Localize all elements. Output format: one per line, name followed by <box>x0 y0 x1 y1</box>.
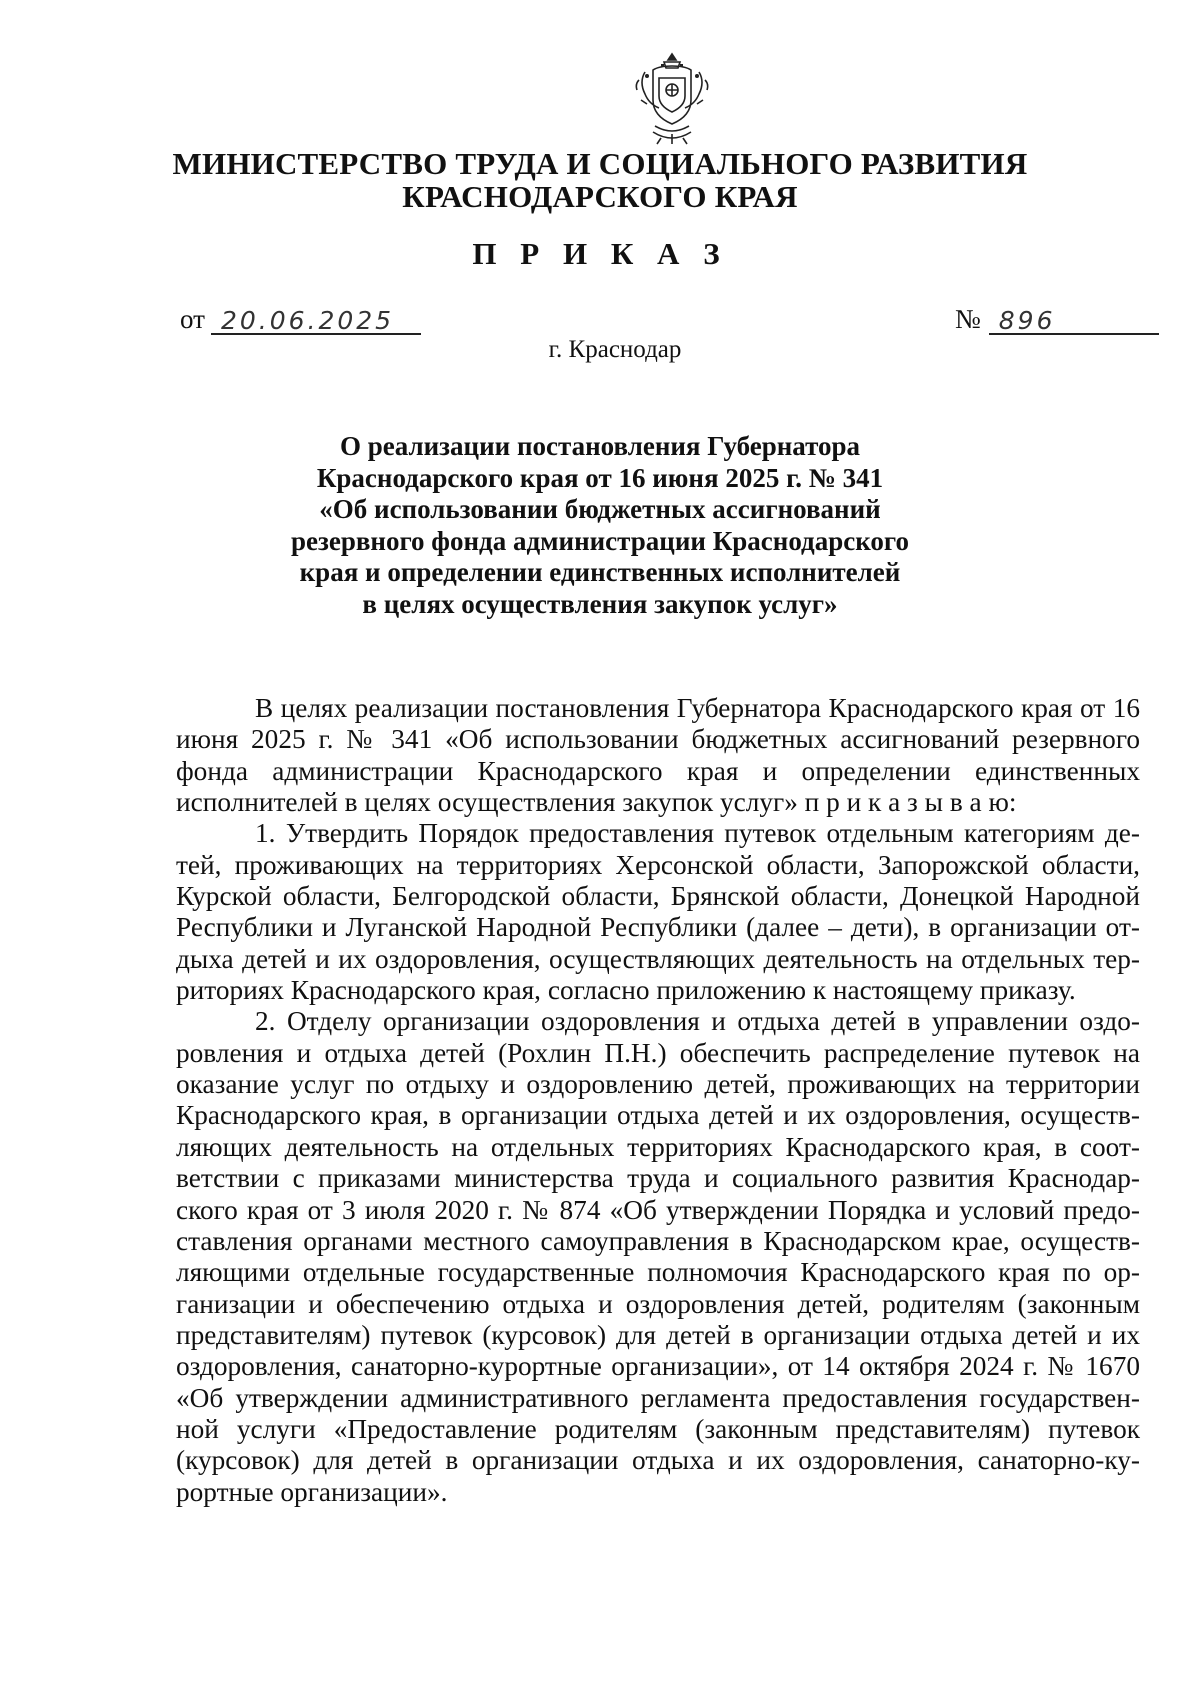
subject-line: Краснодарского края от 16 июня 2025 г. № 341 <box>316 462 884 493</box>
city-name: г. Краснодар <box>548 336 682 363</box>
order-subject <box>0 431 1200 620</box>
subject-line: О реализации постановления Губернатора <box>339 431 861 461</box>
subject-line: в целях осуществления закупок услуг» <box>362 588 838 619</box>
body-paragraph-item-2: 2. Отделу организации оздоровления и отдыха детей в управлении оздоровления и отдыха детей (Рохлин П.Н.) обеспечить распределение путевок на оказание услуг по отдыху и оздоровлению детей, проживающих на территории Краснодарского края, в организации отдыха детей и их оздоровления, осуществляющих деятельность на отдельных территориях Краснодарского края, в соответствии с приказами министерства труда и социального развития Краснодарского края от 3 июля 2020 г. № 874 «Об утверждении Порядка и условий предоставления органами местного самоуправления в Краснодарском крае, осуществляющими отдельные государственные полномочия Краснодарского края по организации и обеспечению отдыха и оздоровления детей, родителям (законным представителям) путевок (курсовок) для детей в организации отдыха детей и их оздоровления, санаторно-курортные организации», от 14 октября 2024 г. № 1670 «Об утверждении административного регламента предоставления государственной услуги «Предоставление родителям (законным представителям) путевок (курсовок) для детей в организации отдыха и их оздоровления, санаторно-курортные организации». <box>176 1006 1140 1507</box>
body-paragraph-item-1: 1. Утвердить Порядок предоставления путевок отдельным категориям детей, проживающих на территориях Херсонской области, Запорожской области, Курской области, Белгородской области, Брянской области, Донецкой Народной Республики и Луганской Народной Республики (далее – дети), в организации отдыха детей и их оздоровления, осуществляющих деятельность на отдельных территориях Краснодарского края, согласно приложению к настоящему приказу. <box>176 818 1140 1006</box>
coat-of-arms-icon <box>631 50 713 146</box>
order-date-row <box>180 303 421 335</box>
body-paragraph-preamble: В целях реализации постановления Губернатора Краснодарского края от 16 июня 2025 г. № 341 «Об использовании бюджетных ассигнований резервного фонда администрации Краснодарского края и определении единственных исполнителей в целях осуществления закупок услуг» п р и к а з ы в а ю: <box>176 693 1140 818</box>
handwritten-date: 20.06.2025 <box>220 306 395 335</box>
date-field <box>211 303 421 335</box>
number-field <box>989 303 1159 335</box>
order-number-row <box>955 303 1159 335</box>
ministry-name-line-1: МИНИСТЕРСТВО ТРУДА И СОЦИАЛЬНОГО РАЗВИТИЯ <box>172 146 1028 181</box>
date-prefix: от <box>180 304 205 334</box>
ministry-name-line-2: КРАСНОДАРСКОГО КРАЯ <box>402 179 798 214</box>
handwritten-number: 896 <box>998 306 1056 335</box>
ministry-header <box>0 147 1200 213</box>
order-title: П Р И К А З <box>472 236 728 271</box>
number-sign: № <box>955 304 981 334</box>
subject-line: резервного фонда администрации Краснодарского <box>290 525 909 556</box>
subject-line: «Об использовании бюджетных ассигнований <box>319 494 881 524</box>
subject-line: края и определении единственных исполнителей <box>299 557 901 587</box>
order-body <box>176 693 1140 1508</box>
